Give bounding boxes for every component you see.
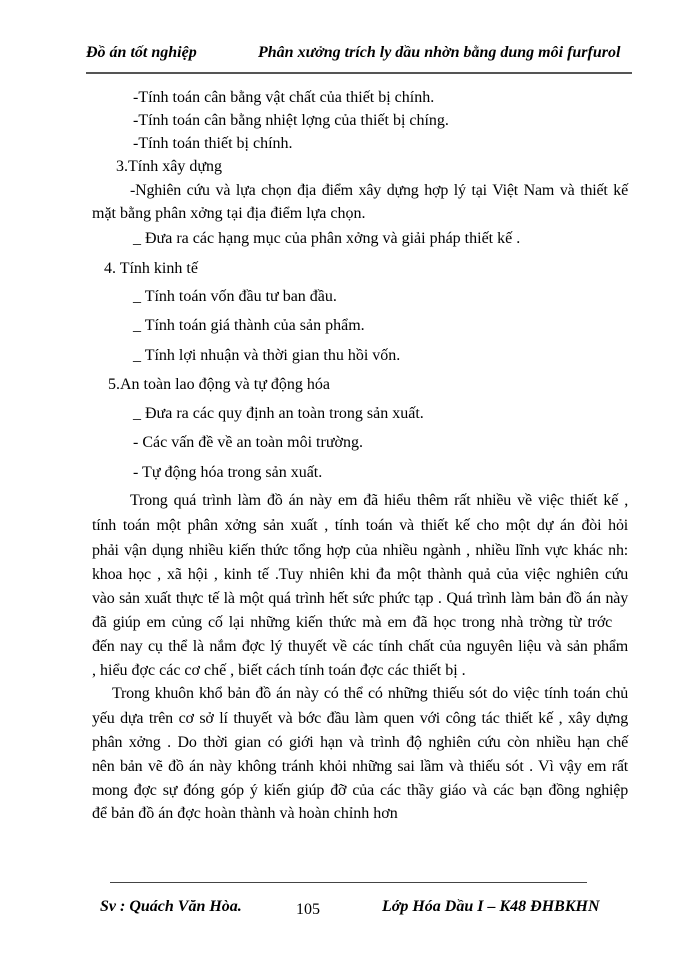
- list-item: _ Tính lợi nhuận và thời gian thu hồi vốn.: [133, 347, 401, 364]
- footer-author: Sv : Quách Văn Hòa.: [100, 898, 242, 915]
- list-item: _ Tính toán giá thành của sản phẩm.: [133, 317, 365, 334]
- paragraph-line: đến nay cụ thể là nắm đợc lý thuyết về các tính chất của nguyên liệu và sản phẩm: [92, 638, 628, 655]
- list-item: mặt bằng phân xởng tại địa điểm lựa chọn.: [92, 205, 366, 222]
- header-rule: [86, 72, 632, 74]
- list-item: - Các vấn đề về an toàn môi trường.: [133, 434, 363, 451]
- paragraph-line: phải vận dụng nhiều kiến thức tổng hợp của nhiều ngành , nhiều lĩnh vực khác nh:: [92, 542, 628, 559]
- list-item: -Tính toán thiết bị chính.: [133, 135, 293, 152]
- list-item: -Tính toán cân bằng vật chất của thiết bị chính.: [133, 89, 435, 106]
- page-number: 105: [296, 901, 320, 918]
- list-item: _ Tính toán vốn đầu tư ban đầu.: [133, 288, 337, 305]
- paragraph-line: Trong khuôn khổ bản đồ án này có thể có những thiếu sót do việc tính toán chủ: [112, 685, 628, 702]
- paragraph-line: mong đợc sự đóng góp ý kiến giúp đỡ của các thầy giáo và các bạn đồng nghiệp: [92, 782, 628, 799]
- paragraph-line: khoa học , xã hội , kinh tế .Tuy nhiên khi đa một thành quả của việc nghiên cứu: [92, 566, 628, 583]
- paragraph-line: vào sản xuất thực tế là một quá trình hết sức phức tạp . Quá trình làm bản đồ án này: [92, 590, 628, 607]
- paragraph-line: yếu dựa trên cơ sở lí thuyết và bớc đầu làm quen với công tác thiết kế , xây dựng: [92, 710, 628, 727]
- paragraph-line: để bản đồ án đợc hoàn thành và hoàn chỉnh hơn: [92, 805, 398, 822]
- list-item: _ Đưa ra các hạng mục của phân xởng và giải pháp thiết kế .: [133, 230, 521, 247]
- section-heading: 3.Tính xây dựng: [116, 158, 222, 175]
- paragraph-line: đã giúp em củng cố lại những kiến thức mà em đã học trong nhà trờng từ trớc: [92, 614, 612, 631]
- list-item: -Tính toán cân bằng nhiệt lợng của thiết bị chíng.: [133, 112, 449, 129]
- paragraph-line: Trong quá trình làm đồ án này em đã hiểu thêm rất nhiều về việc thiết kế ,: [130, 492, 628, 509]
- list-item: -Nghiên cứu và lựa chọn địa điểm xây dựng hợp lý tại Việt Nam và thiết kế: [130, 182, 628, 199]
- paragraph-line: , hiểu đợc các cơ chế , biết cách tính toán đợc các thiết bị .: [92, 662, 466, 679]
- paragraph-line: phân xởng . Do thời gian có giới hạn và trình độ nghiên cứu còn nhiều hạn chế: [92, 734, 628, 751]
- paragraph-line: nên bản vẽ đồ án này không tránh khỏi những sai lầm và thiếu sót . Vì vậy em rất: [92, 758, 628, 775]
- header-right: Phân xưởng trích ly dầu nhờn bằng dung môi furfurol: [258, 44, 621, 61]
- paragraph-line: tính toán một phân xởng sản xuất , tính toán và thiết kế cho một dự án đòi hỏi: [92, 517, 628, 534]
- list-item: _ Đưa ra các quy định an toàn trong sản xuất.: [133, 405, 424, 422]
- section-heading: 5.An toàn lao động và tự động hóa: [108, 376, 330, 393]
- footer-class: Lớp Hóa Dầu I – K48 ĐHBKHN: [382, 898, 600, 915]
- footer-rule: [110, 882, 587, 883]
- list-item: - Tự động hóa trong sản xuất.: [133, 464, 323, 481]
- header-left: Đồ án tốt nghiệp: [86, 44, 197, 61]
- section-heading: 4. Tính kinh tế: [104, 260, 198, 277]
